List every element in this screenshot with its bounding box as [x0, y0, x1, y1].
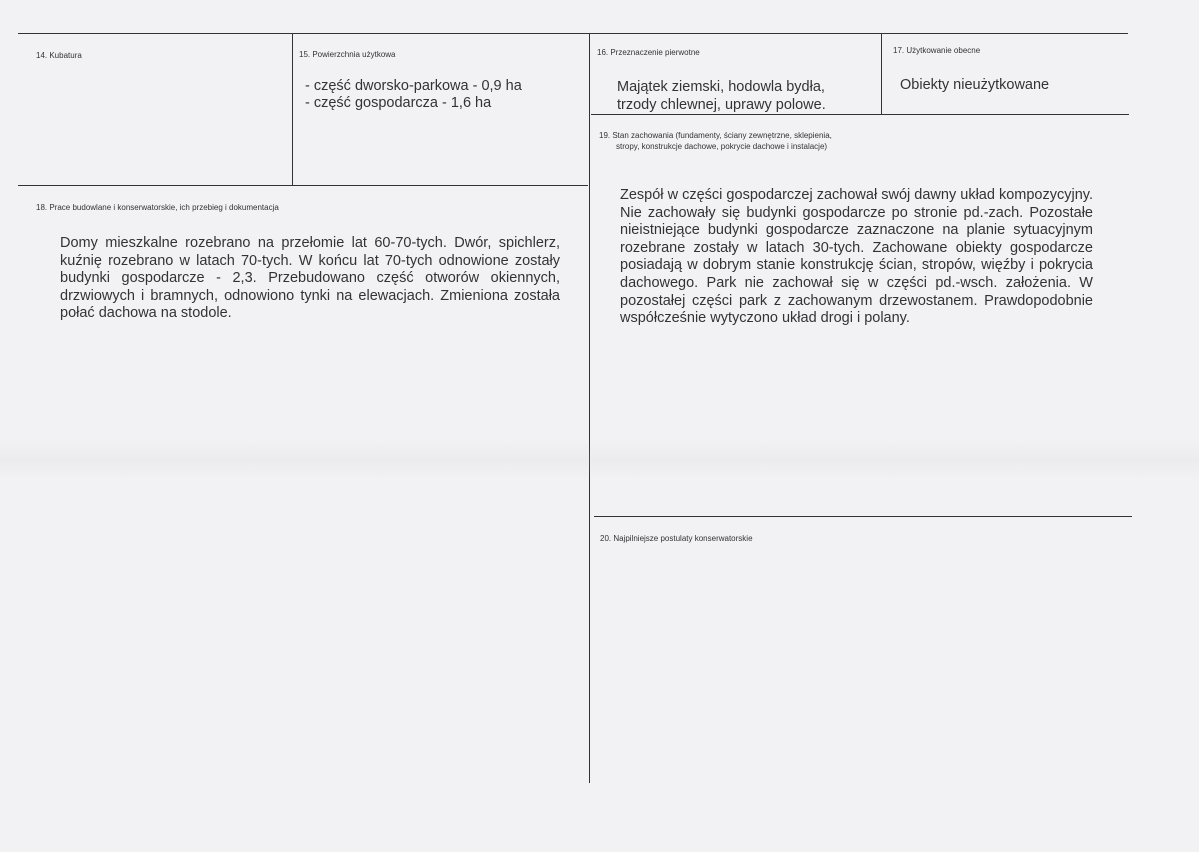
- field-15-bottom-line: [18, 185, 588, 186]
- field-15-line-2: - część gospodarcza - 1,6 ha: [305, 95, 492, 111]
- field-15-line-1: - część dworsko-parkowa - 0,9 ha: [305, 78, 522, 94]
- field-18-text: Domy mieszkalne rozebrano na przełomie lat 60-70-tych. Dwór, spichlerz, kuźnię rozebrano w latach 70-tych. W końcu lat 70-tych odnowione zostały budynki gospodarcze - 2,3. Przebudowano część otworów okiennych, drzwiowych i bramnych, odnowiono tynki na elewacjach. Zmieniona została połać dachowa na stodole.: [60, 235, 560, 322]
- field-15-label: 15. Powierzchnia użytkowa: [299, 50, 396, 59]
- field-19-label-line-1: 19. Stan zachowania (fundamenty, ściany zewnętrzne, sklepienia,: [599, 131, 832, 140]
- field-19-text: Zespół w części gospodarczej zachował swój dawny układ kompozycyjny. Nie zachowały się budynki gospodarcze po stronie pd.-zach. Pozostałe nieistniejące budynki gospodarcze zaznaczone na planie sytuacyjnym rozebrane zostały w latach 30-tych. Zachowane obiekty gospodarcze posiadają w dobrym stanie konstrukcję ścian, stropów, więźby i pokrycia dachowego. Park nie zachował się w części pd.-wsch. założenia. W pozostałej części park z zachowanym drzewostanem. Prawdopodobnie współcześnie wytyczono układ drogi i polany.: [620, 187, 1093, 327]
- field-17-label: 17. Użytkowanie obecne: [893, 46, 981, 55]
- divider-14-15: [292, 33, 293, 186]
- top-border-line: [18, 33, 1128, 34]
- scan-artifact: [0, 440, 1199, 480]
- field-16-line-1: Majątek ziemski, hodowla bydła,: [617, 79, 825, 95]
- field-19-label-line-2: stropy, konstrukcje dachowe, pokrycie dachowe i instalacje): [616, 142, 828, 151]
- field-17-value: Obiekty nieużytkowane: [900, 77, 1050, 93]
- main-vertical-divider: [589, 33, 590, 783]
- field-16-label: 16. Przeznaczenie pierwotne: [597, 48, 700, 57]
- field-19-bottom-line: [594, 516, 1132, 517]
- field-14-label: 14. Kubatura: [36, 51, 82, 60]
- divider-16-17: [881, 33, 882, 115]
- field-16-line-2: trzody chlewnej, uprawy polowe.: [617, 97, 826, 113]
- field-18-label: 18. Prace budowlane i konserwatorskie, ich przebieg i dokumentacja: [36, 203, 279, 212]
- field-20-label: 20. Najpilniejsze postulaty konserwatorskie: [600, 534, 753, 543]
